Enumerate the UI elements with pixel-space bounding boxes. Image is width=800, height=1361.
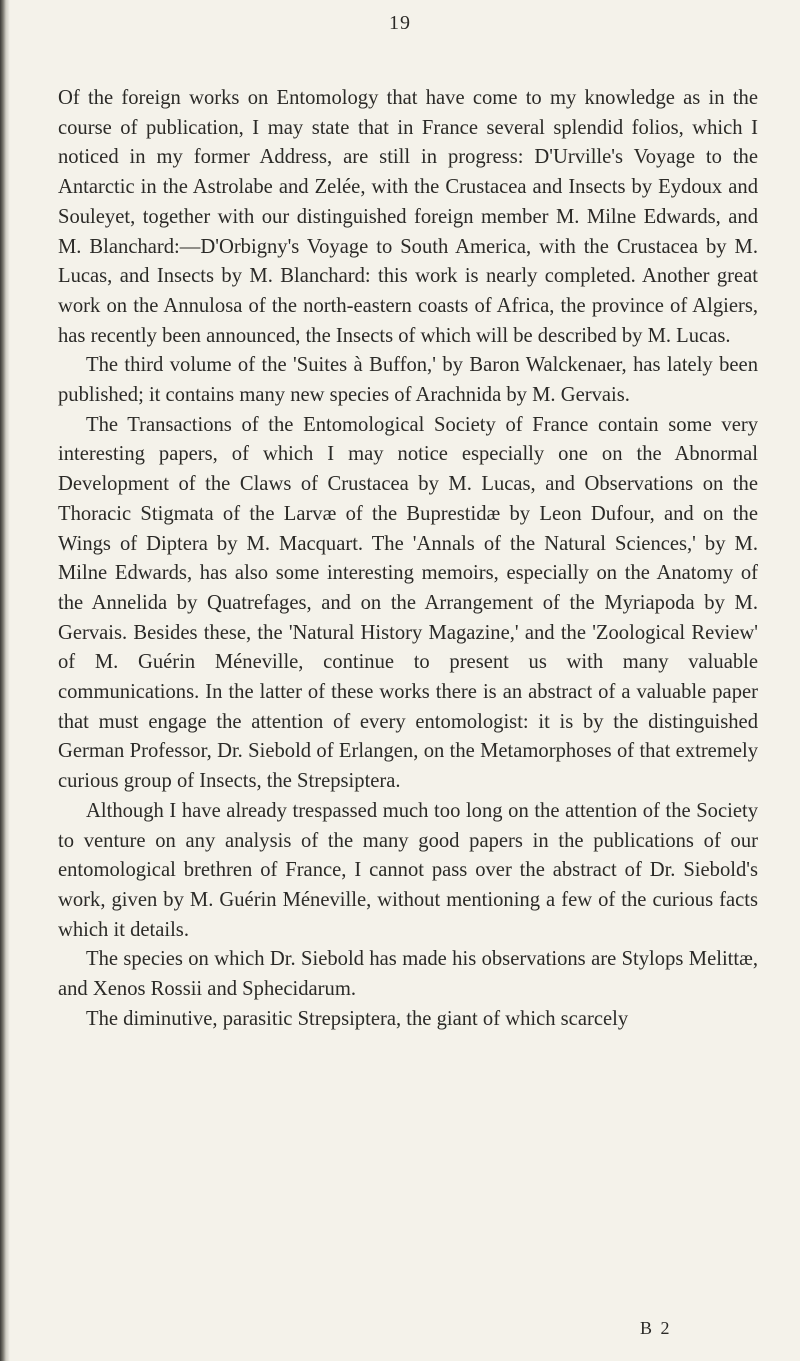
- paragraph-suites-a-buffon: The third volume of the 'Suites à Buffon,' by Baron Walckenaer, has lately been published; it contains many new species of Arachnida by M. Gervais.: [58, 354, 758, 407]
- page-number: 19: [389, 12, 411, 34]
- paragraph-transactions: The Transactions of the Entomological Society of France contain some very interesting papers, of which I may notice especially one on the Abnormal Development of the Claws of Crustacea by M. Lucas, and Observations on the Thoracic Stigmata of the Larvæ of the Buprestidæ by Leon Dufour, and on the Wings of Diptera by M. Macquart. The 'Annals of the Natural Sciences,' by M. Milne Edwards, has also some interesting memoirs, especially on the Anatomy of the Annelida by Quatrefages, and on the Arrangement of the Myriapoda by M. Gervais. Besides these, the 'Natural History Magazine,' and the 'Zoological Review' of M. Guérin Méneville, continue to present us with many valuable communications. In the latter of these works there is an abstract of a valuable paper that must engage the attention of every entomologist: it is by the distinguished German Professor, Dr. Siebold of Erlangen, on the Metamorphoses of that extremely curious group of Insects, the Strepsiptera.: [58, 413, 758, 793]
- printer-signature-mark: B 2: [640, 1318, 672, 1338]
- paragraph-siebold-abstract: Although I have already trespassed much too long on the attention of the Society to venture on any analysis of the many good papers in the publications of our entomological brethren of France, I cannot pass over the abstract of Dr. Siebold's work, given by M. Guérin Méneville, without mentioning a few of the curious facts which it details.: [58, 799, 758, 941]
- paragraph-strepsiptera: The diminutive, parasitic Strepsiptera, the giant of which scarcely: [86, 1007, 629, 1030]
- paragraph-species: The species on which Dr. Siebold has made his observations are Stylops Melittæ, and Xenos Rossii and Sphecidarum.: [58, 948, 758, 1001]
- paragraph-foreign-works: Of the foreign works on Entomology that have come to my knowledge as in the course of publication, I may state that in France several splendid folios, which I noticed in my former Address, are still in progress: D'Urville's Voyage to the Antarctic in the Astrolabe and Zelée, with the Crustacea and Insects by Eydoux and Souleyet, together with our distinguished foreign member M. Milne Edwards, and M. Blanchard:—D'Orbigny's Voyage to South America, with the Crustacea by M. Lucas, and Insects by M. Blanchard: this work is nearly completed. Another great work on the Annulosa of the north-eastern coasts of Africa, the province of Algiers, has recently been announced, the Insects of which will be described by M. Lucas.: [58, 87, 758, 347]
- page-binding-edge: [0, 0, 10, 1361]
- body-text: [58, 84, 758, 1035]
